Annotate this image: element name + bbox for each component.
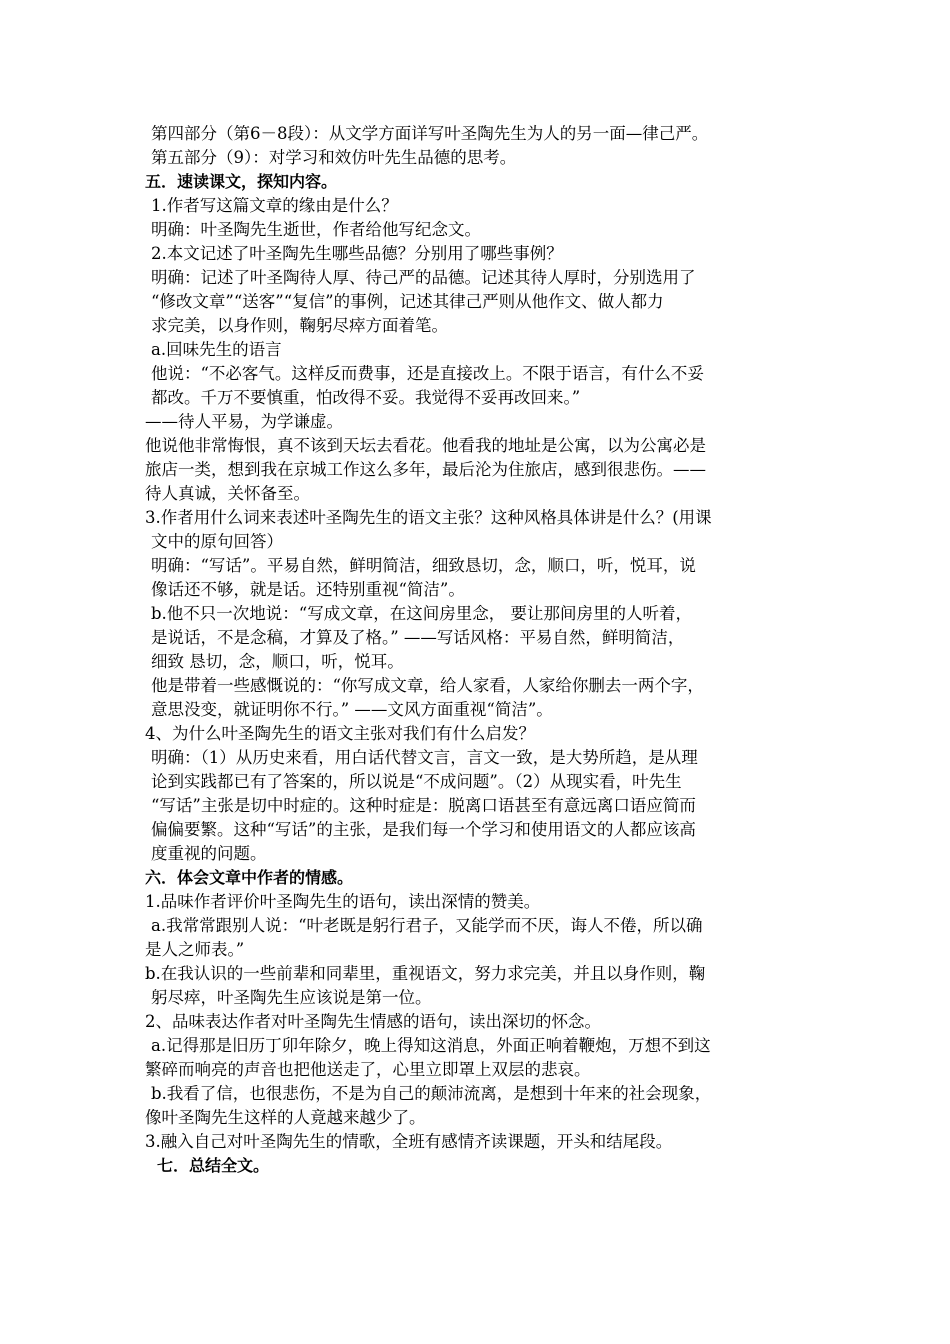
text-line: 论到实践都已有了答案的，所以说是“不成问题”。（2）从现实看，叶先生 [151,772,682,791]
text-line: “写话”主张是切中时症的。这种时症是：脱离口语甚至有意远离口语应简而 [151,796,696,815]
text-line: a.回味先生的语言 [151,340,282,359]
section-heading: 七．总结全文。 [157,1156,270,1175]
text-line: 第四部分（第6－8段）：从文学方面详写叶圣陶先生为人的另一面—律己严。 [151,124,709,143]
section-heading: 五．速读课文，探知内容。 [145,172,338,191]
text-line: 明确：记述了叶圣陶待人厚、待己严的品德。记述其待人厚时，分别选用了 [151,268,696,287]
text-line: 明确：（1）从历史来看，用白话代替文言，言文一致，是大势所趋，是从理 [151,748,698,767]
text-line: 意思没变，就证明你不行。” ——文风方面重视“简洁”。 [151,700,553,719]
text-line: 旅店一类，想到我在京城工作这么多年，最后沦为住旅店，感到很悲伤。—— [145,460,706,479]
text-line: 躬尽瘁，叶圣陶先生应该说是第一位。 [151,988,432,1007]
text-line: 是人之师表。” [145,940,245,959]
text-line: 他说：“不必客气。这样反而费事，还是直接改上。不限于语言，有什么不妥 [151,364,704,383]
text-line: b.我看了信，也很悲伤，不是为自己的颠沛流离，是想到十年来的社会现象， [151,1084,712,1103]
text-line: 文中的原句回答） [151,532,283,551]
text-line: 4、为什么叶圣陶先生的语文主张对我们有什么启发？ [145,724,535,743]
text-line: 2、品味表达作者对叶圣陶先生情感的语句，读出深切的怀念。 [145,1012,601,1031]
section-heading: 六．体会文章中作者的情感。 [145,868,354,887]
text-line: 他是带着一些感慨说的：“你写成文章，给人家看，人家给你删去一两个字， [151,676,704,695]
text-line: “修改文章”“送客”“复信”的事例，记述其律己严则从他作文、做人都力 [151,292,664,311]
text-line: 明确：“写话”。平易自然，鲜明简洁，细致恳切，念，顺口，听，悦耳，说 [151,556,696,575]
text-line: 2.本文记述了叶圣陶先生哪些品德？分别用了哪些事例？ [151,244,563,263]
text-line: 细致 恳切，念，顺口，听，悦耳。 [151,652,404,671]
text-line: 像叶圣陶先生这样的人竟越来越少了。 [145,1108,426,1127]
text-line: 像话还不够，就是话。还特别重视“简洁”。 [151,580,465,599]
text-line: 1.作者写这篇文章的缘由是什么？ [151,196,398,215]
text-line: 度重视的问题。 [151,844,267,863]
text-line: 偏偏要繁。这种“写话”的主张，是我们每一个学习和使用语文的人都应该高 [151,820,696,839]
text-line: 3.融入自己对叶圣陶先生的情歌，全班有感情齐读课题，开头和结尾段。 [145,1132,673,1151]
text-line: 都改。千万不要慎重，怕改得不妥。我觉得不妥再改回来。” [151,388,581,407]
text-line: 他说他非常悔恨，真不该到天坛去看花。他看我的地址是公寓，以为公寓必是 [145,436,706,455]
text-line: ——待人平易，为学谦虚。 [145,412,343,431]
text-line: 3.作者用什么词来表述叶圣陶先生的语文主张？这种风格具体讲是什么？(用课 [145,508,712,527]
text-line: 明确：叶圣陶先生逝世，作者给他写纪念文。 [151,220,481,239]
text-line: 是说话，不是念稿，才算及了格。” ——写话风格：平易自然，鲜明简洁， [151,628,685,647]
text-line: 求完美，以身作则，鞠躬尽瘁方面着笔。 [151,316,448,335]
text-line: b.他不只一次地说：“写成文章，在这间房里念， 要让那间房里的人听着， [151,604,692,623]
text-line: a.我常常跟别人说：“叶老既是躬行君子，又能学而不厌，诲人不倦，所以确 [151,916,703,935]
text-line: a.记得那是旧历丁卯年除夕，晚上得知这消息，外面正响着鞭炮，万想不到这 [151,1036,711,1055]
text-line: 第五部分（9）：对学习和效仿叶先生品德的思考。 [151,148,517,167]
document-body [145,122,810,1178]
text-line: 待人真诚，关怀备至。 [145,484,310,503]
text-line: 1.品味作者评价叶圣陶先生的语句，读出深情的赞美。 [145,892,541,911]
text-line: 繁碎而响亮的声音也把他送走了，心里立即罩上双层的悲哀。 [145,1060,591,1079]
text-line: b.在我认识的一些前辈和同辈里，重视语文，努力求完美，并且以身作则，鞠 [145,964,706,983]
